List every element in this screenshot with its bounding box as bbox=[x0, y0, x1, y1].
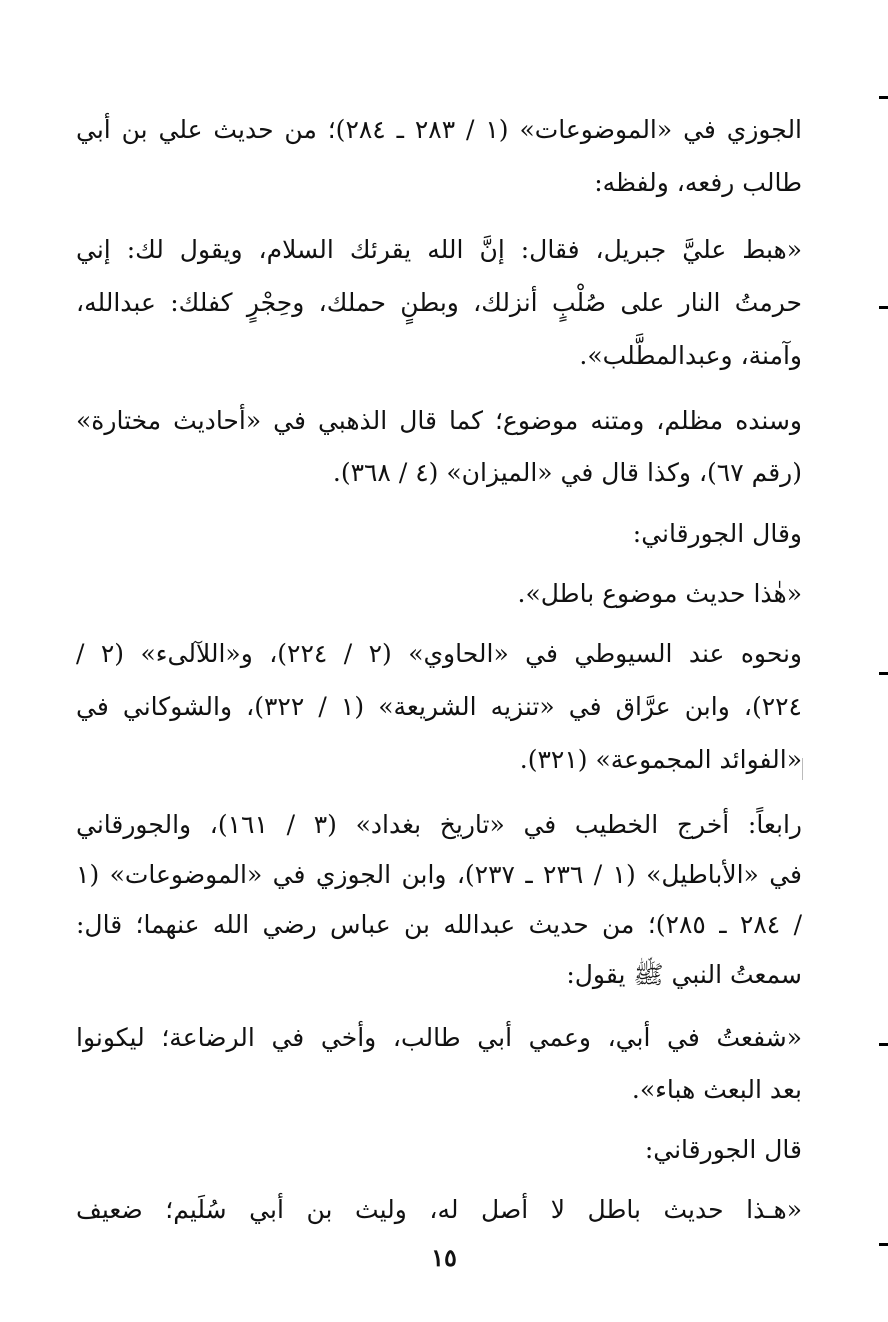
text-line: رابعاً: أخرج الخطيب في «تاريخ بغداد» (٣ / ١٦١)، والجورقاني bbox=[76, 810, 802, 839]
scan-edge-mark bbox=[879, 1043, 888, 1046]
text-line: (رقم ٦٧)، وكذا قال في «الميزان» (٤ / ٣٦٨). bbox=[332, 458, 802, 487]
text-line: وقال الجورقاني: bbox=[632, 519, 802, 548]
scan-edge-mark bbox=[879, 672, 888, 675]
text-line: «الفوائد المجموعة» (٣٢١). bbox=[519, 745, 802, 774]
text-line: بعد البعث هباء». bbox=[631, 1075, 802, 1104]
text-line: «هٰذا حديث موضوع باطل». bbox=[517, 579, 802, 608]
text-line: «هبط عليَّ جبريل، فقال: إنَّ الله يقرئك السلام، ويقول لك: إني bbox=[76, 235, 802, 264]
page-number: ١٥ bbox=[431, 1243, 457, 1272]
text-line: في «الأباطيل» (١ / ٢٣٦ ـ ٢٣٧)، وابن الجوزي في «الموضوعات» (١ bbox=[76, 860, 802, 889]
scan-artifact-line bbox=[802, 758, 803, 780]
text-line: قال الجورقاني: bbox=[644, 1135, 802, 1164]
text-line: سمعتُ النبي ﷺ يقول: bbox=[566, 960, 802, 989]
scan-edge-mark bbox=[879, 1243, 888, 1246]
text-line: ٢٢٤)، وابن عرَّاق في «تنزيه الشريعة» (١ / ٣٢٢)، والشوكاني في bbox=[76, 692, 802, 721]
text-line: «شفعتُ في أبي، وعمي أبي طالب، وأخي في الرضاعة؛ ليكونوا bbox=[76, 1023, 802, 1052]
text-line: الجوزي في «الموضوعات» (١ / ٢٨٣ ـ ٢٨٤)؛ من حديث علي بن أبي bbox=[76, 115, 802, 144]
text-line: «هـذا حديث باطل لا أصل له، وليث بن أبي سُلَيم؛ ضعيف bbox=[76, 1195, 802, 1224]
text-line: حرمتُ النار على صُلْبٍ أنزلك، وبطنٍ حملك، وحِجْرٍ كفلك: عبدالله، bbox=[76, 288, 802, 317]
text-line: وسنده مظلم، ومتنه موضوع؛ كما قال الذهبي في «أحاديث مختارة» bbox=[76, 406, 802, 435]
scan-edge-mark bbox=[879, 306, 888, 309]
text-line: / ٢٨٤ ـ ٢٨٥)؛ من حديث عبدالله بن عباس رضي الله عنهما؛ قال: bbox=[76, 910, 802, 939]
text-line: طالب رفعه، ولفظه: bbox=[594, 168, 802, 197]
text-line: ونحوه عند السيوطي في «الحاوي» (٢ / ٢٢٤)، و«اللآلىء» (٢ / bbox=[76, 639, 802, 668]
text-line: وآمنة، وعبدالمطَّلب». bbox=[579, 341, 802, 370]
scan-edge-mark bbox=[879, 96, 888, 99]
